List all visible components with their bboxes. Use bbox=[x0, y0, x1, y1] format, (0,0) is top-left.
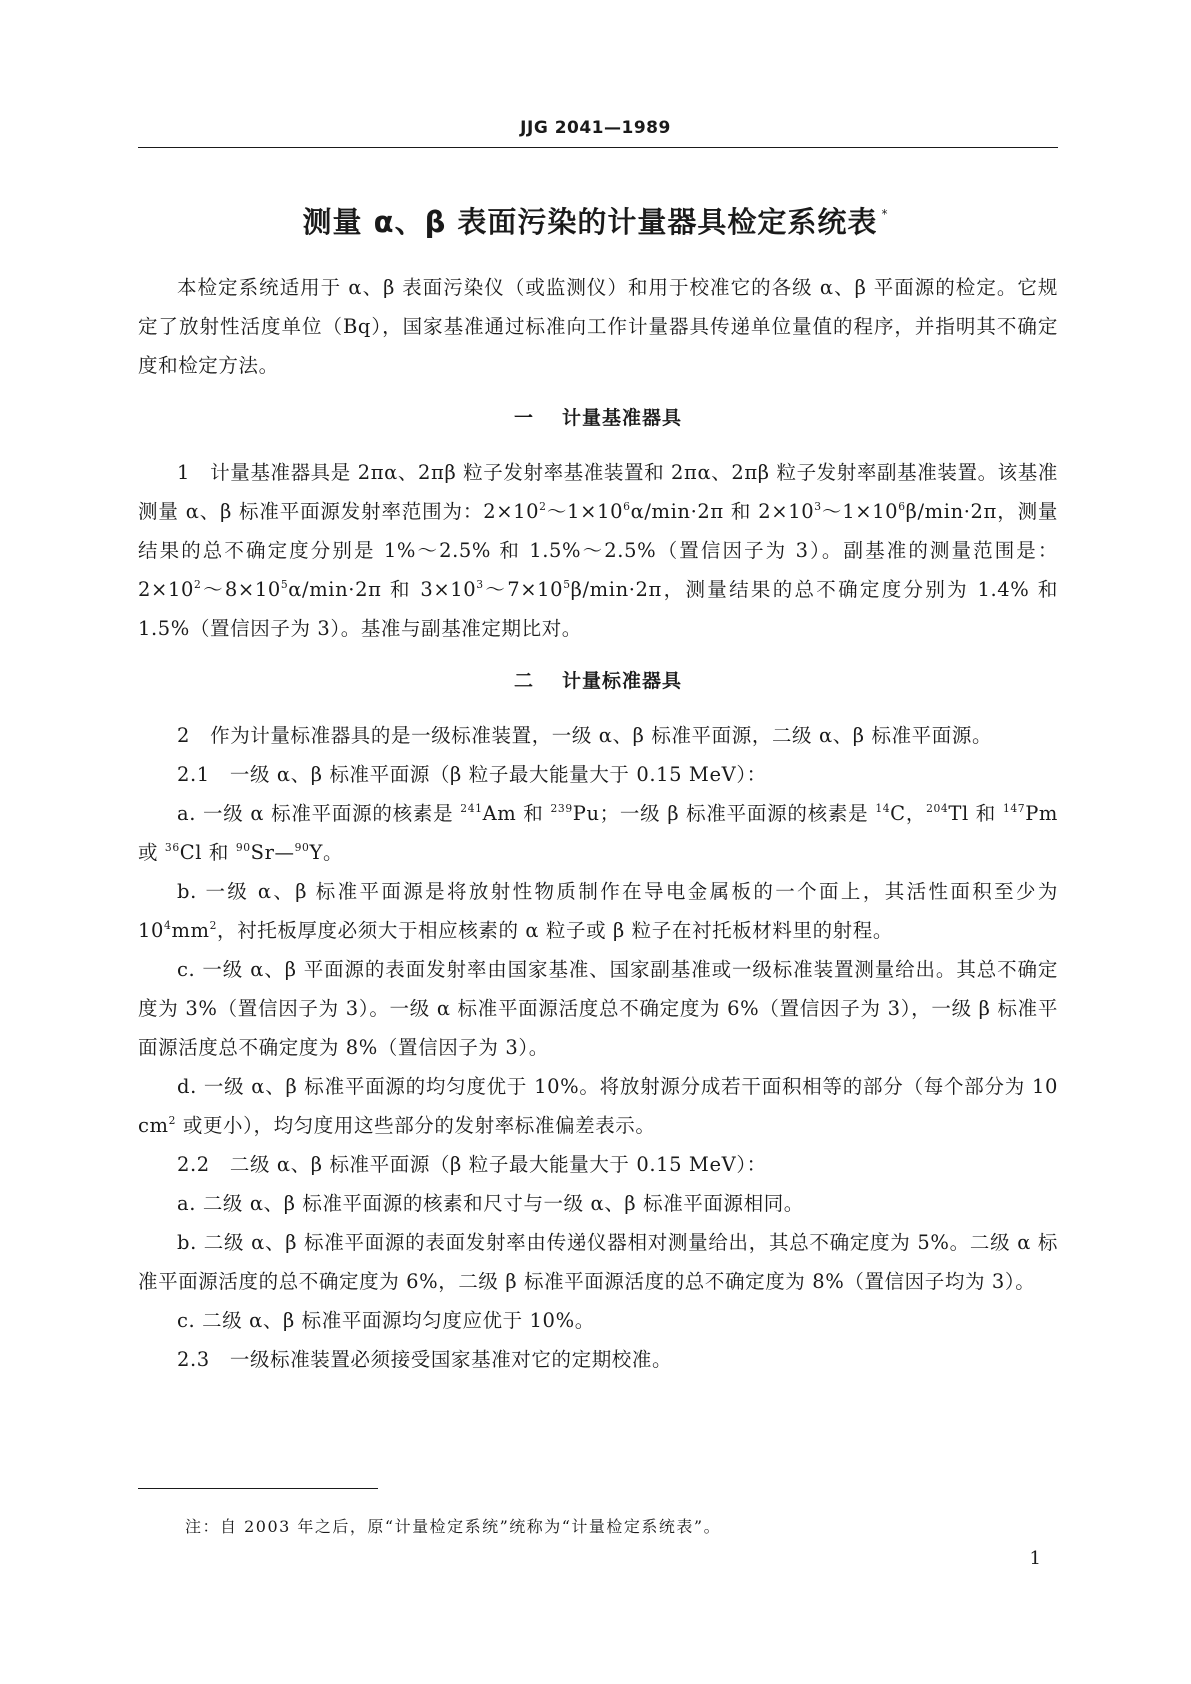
clause-2-1-a: a. 一级 α 标准平面源的核素是 $^{241}$Am 和 $^{239}$Pu；一级 β 标准平面源的核素是 $^{14}$C，$^{204}$Tl 和 $^{147}$Pm 或 $^{36}$Cl 和 $^{90}$Sr—$^{90}$Y。 bbox=[138, 801, 1059, 864]
clause-2-1-d: d. 一级 α、β 标准平面源的均匀度优于 10%。将放射源分成若干面积相等的部分（每个部分为 10 $cm^2$ 或更小），均匀度用这些部分的发射率标准偏差表示。 bbox=[138, 1075, 1058, 1137]
clause-1: 1 计量基准器具是 2πα、2πβ 粒子发射率基准装置和 2πα、2πβ 粒子发射率副基准装置。该基准测量 α、β 标准平面源发射率范围为：$2\times 10^2\sim 1\times 10^6\alpha/\min\cdot 2\pi$ 和 $2\times 10^3\sim 1\times 10^6\beta/\min\cdot 2\pi$，测量结果的总不确定度分别是 1%～2.5% 和 1.5%～2.5%（置信因子为 3）。副基准的测量范围是：$2\times 10^2\sim 8\times 10^5\alpha/\min\cdot 2\pi$ 和 $3\times 10^3\sim 7\times 10^5\beta/\min\cdot 2\pi$，测量结果的总不确定度分别为 1.4% 和 1.5%（置信因子为 3）。基准与副基准定期比对。 bbox=[138, 461, 1059, 640]
clause-2-3: 2.3 一级标准装置必须接受国家基准对它的定期校准。 bbox=[177, 1348, 673, 1371]
section-title: 计量标准器具 bbox=[562, 670, 683, 692]
page-number: 1 bbox=[1029, 1548, 1041, 1569]
document-body bbox=[138, 268, 1058, 1379]
intro-paragraph: 本检定系统适用于 α、β 表面污染仪（或监测仪）和用于校准它的各级 α、β 平面源的检定。它规定了放射性活度单位（Bq），国家基准通过标准向工作计量器具传递单位量值的程序，并指明其不确定度和检定方法。 bbox=[138, 276, 1058, 377]
section-heading-1 bbox=[138, 399, 1058, 438]
title-footnote-mark: * bbox=[881, 207, 889, 221]
footnote: 注：自 2003 年之后，原“计量检定系统”统称为“计量检定系统表”。 bbox=[185, 1517, 722, 1536]
clause-2-1-c: c. 一级 α、β 平面源的表面发射率由国家基准、国家副基准或一级标准装置测量给出。其总不确定度为 3%（置信因子为 3）。一级 α 标准平面源活度总不确定度为 6%（置信因子为 3），一级 β 标准平面源活度总不确定度为 8%（置信因子为 3）。 bbox=[138, 958, 1058, 1059]
document-title bbox=[0, 200, 1191, 241]
clause-2-1-b: b. 一级 α、β 标准平面源是将放射性物质制作在导电金属板的一个面上，其活性面积至少为 $10^4mm^2$，衬托板厚度必须大于相应核素的 α 粒子或 β 粒子在衬托板材料里的射程。 bbox=[138, 880, 1058, 942]
footnote-rule bbox=[138, 1488, 378, 1489]
section-heading-2 bbox=[138, 662, 1058, 701]
clause-2: 2 作为计量标准器具的是一级标准装置，一级 α、β 标准平面源，二级 α、β 标准平面源。 bbox=[177, 724, 993, 747]
clause-2-2-a: a. 二级 α、β 标准平面源的核素和尺寸与一级 α、β 标准平面源相同。 bbox=[177, 1192, 804, 1215]
section-number: 一 bbox=[513, 407, 534, 429]
clause-2-2-b: b. 二级 α、β 标准平面源的表面发射率由传递仪器相对测量给出，其总不确定度为 5%。二级 α 标准平面源活度的总不确定度为 6%，二级 β 标准平面源活度的总不确定度为 8%（置信因子均为 3）。 bbox=[138, 1231, 1058, 1293]
clause-2-2-c: c. 二级 α、β 标准平面源均匀度应优于 10%。 bbox=[177, 1309, 595, 1332]
document-code: JJG 2041—1989 bbox=[520, 118, 671, 138]
section-title: 计量基准器具 bbox=[562, 407, 683, 429]
section-number: 二 bbox=[513, 670, 534, 692]
clause-2-1: 2.1 一级 α、β 标准平面源（β 粒子最大能量大于 0.15 MeV）： bbox=[177, 763, 767, 786]
title-text: 测量 α、β 表面污染的计量器具检定系统表 bbox=[302, 205, 878, 239]
header-rule bbox=[138, 147, 1058, 148]
clause-2-2: 2.2 二级 α、β 标准平面源（β 粒子最大能量大于 0.15 MeV）： bbox=[177, 1153, 767, 1176]
